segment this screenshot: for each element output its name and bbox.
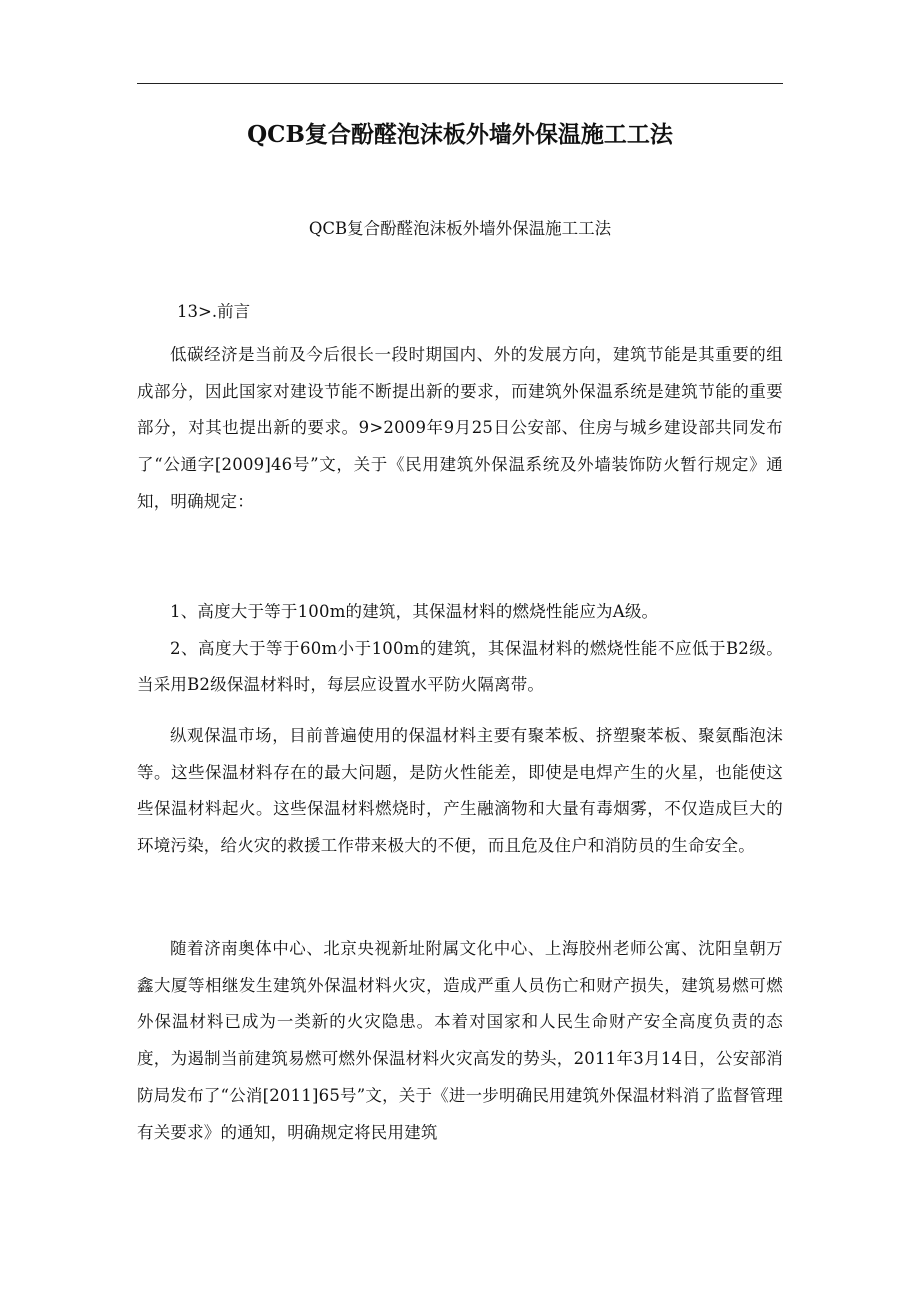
paragraph-rule-1: 1、高度大于等于100m的建筑，其保温材料的燃烧性能应为A级。	[170, 602, 659, 621]
paragraph-fires: 随着济南奥体中心、北京央视新址附属文化中心、上海胶州老师公寓、沈阳皇朝万鑫大厦等相继发生建筑外保温材料火灾，造成严重人员伤亡和财产损失，建筑易燃可燃外保温材料已成为一类新的火灾隐患。本着对国家和人民生命财产安全高度负责的态度，为遏制当前建筑易燃可燃外保温材料火灾高发的势头，2011年3月14日，公安部消防局发布了“公消[2011]65号”文，关于《进一步明确民用建筑外保温材料消了监督管理有关要求》的通知，明确规定将民用建筑	[137, 939, 783, 1142]
document-subtitle: QCB复合酚醛泡沫板外墙外保温施工工法	[308, 219, 612, 238]
paragraph-market: 纵观保温市场，目前普遍使用的保温材料主要有聚苯板、挤塑聚苯板、聚氨酯泡沫等。这些保温材料存在的最大问题，是防火性能差，即使是电焊产生的火星，也能使这些保温材料起火。这些保温材料燃烧时，产生融滴物和大量有毒烟雾，不仅造成巨大的环境污染，给火灾的救援工作带来极大的不便，而且危及住户和消防员的生命安全。	[137, 726, 783, 856]
paragraph-intro: 低碳经济是当前及今后很长一段时期国内、外的发展方向，建筑节能是其重要的组成部分，因此国家对建设节能不断提出新的要求，而建筑外保温系统是建筑节能的重要部分，对其也提出新的要求。9>2009年9月25日公安部、住房与城乡建设部共同发布了“公通字[2009]46号”文，关于《民用建筑外保温系统及外墙装饰防火暂行规定》通知，明确规定：	[137, 345, 783, 511]
section-heading-preface: 13>.前言	[177, 302, 251, 321]
paragraph-block-intro	[137, 337, 783, 521]
paragraph-block-rules	[137, 594, 783, 704]
paragraph-block-market	[137, 718, 783, 865]
header-rule	[137, 83, 783, 84]
paragraph-rule-2: 2、高度大于等于60m小于100m的建筑，其保温材料的燃烧性能不应低于B2级。当采用B2级保温材料时，每层应设置水平防火隔离带。	[137, 638, 783, 695]
document-title: QCB复合酚醛泡沫板外墙外保温施工工法	[247, 121, 673, 148]
paragraph-block-fires	[137, 931, 783, 1151]
